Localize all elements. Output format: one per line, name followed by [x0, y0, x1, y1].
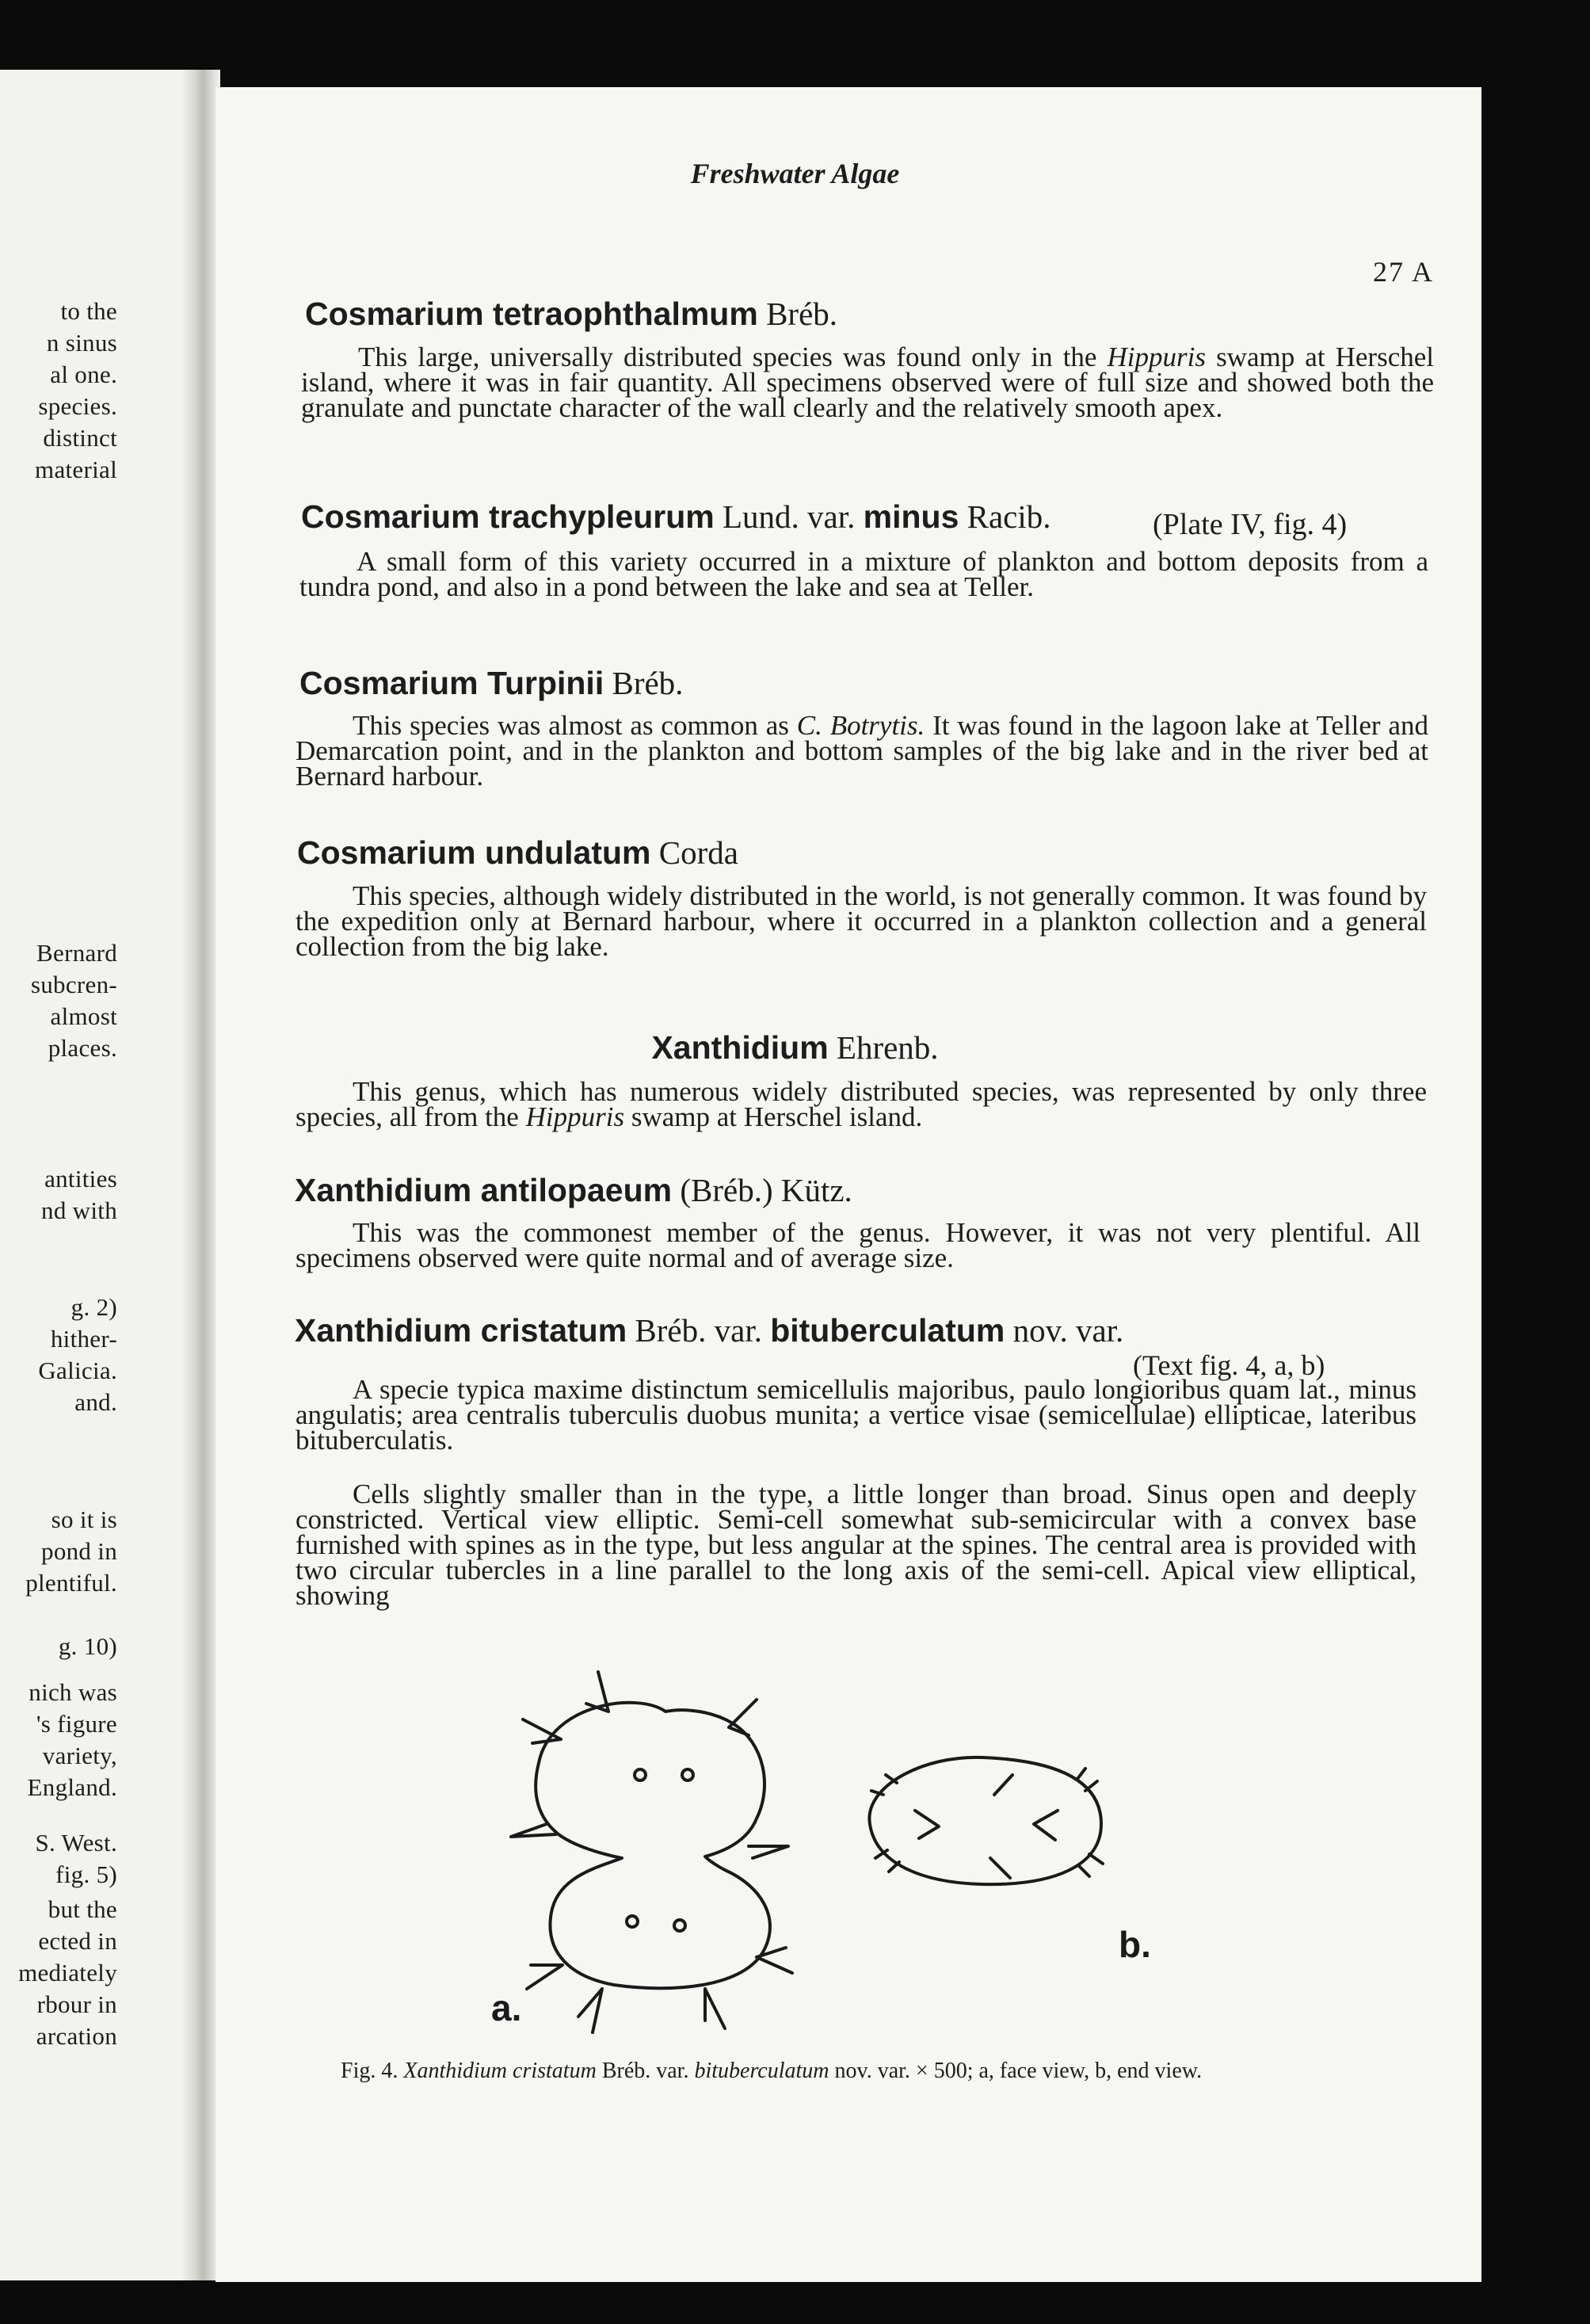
left-page-line: so it is [51, 1505, 117, 1533]
page-number: 27 A [1373, 256, 1435, 288]
left-page-line: Galicia. [38, 1357, 117, 1384]
left-page-line: Bernard [36, 939, 117, 967]
left-page-line: plentiful. [25, 1569, 117, 1597]
paragraph-undulatum: This species, although widely distributed in the world, is not generally common. It was found by the expedition only at Bernard harbour, where it occurred in a plankton collection and a general collection from the big lake. [296, 880, 1427, 962]
left-page-line: g. 10) [58, 1632, 117, 1660]
figure-caption: Fig. 4. Xanthidium cristatum Bréb. var. bituberculatum nov. var. × 500; a, face view, b, end view. [341, 2059, 1203, 2083]
text-figure-reference: (Text fig. 4, a, b) [1133, 1349, 1325, 1381]
left-page-line: almost [50, 1002, 117, 1030]
left-page-line: antities [44, 1165, 117, 1193]
plate-reference: (Plate IV, fig. 4) [1153, 508, 1348, 541]
left-page-line: arcation [36, 2022, 117, 2050]
face-view-drawing [511, 1672, 792, 2032]
left-page-line: S. West. [35, 1829, 117, 1857]
left-page-line: mediately [18, 1959, 117, 1986]
paragraph-turpinii: This species was almost as common as C. Botrytis. It was found in the lagoon lake at Teller and Demarcation point, and in the plankton and bottom samples of the big lake and in the river bed at Bernard harbour. [296, 710, 1428, 792]
left-page-line: pond in [41, 1537, 117, 1565]
left-page-line: material [35, 456, 117, 483]
left-page-line: but the [48, 1895, 117, 1923]
left-page-line: subcren- [30, 971, 117, 998]
book-gutter [182, 70, 220, 2280]
left-page-line: ected in [38, 1927, 117, 1955]
heading-xanthidium-genus: Xanthidium Ehrenb. [651, 1029, 939, 1066]
left-page-line: nd with [41, 1196, 117, 1224]
left-page-line: n sinus [46, 329, 117, 357]
heading-turpinii: Cosmarium Turpinii Bréb. [299, 665, 684, 701]
english-description: Cells slightly smaller than in the type, a little longer than broad. Sinus open and deeply constricted. Vertical view elliptic. Semi-cell somewhat sub-semicircular with a convex base furnished with spines as in the type, but less angular at the spines. The central area is provided with two circular tubercles in a line parallel to the long axis of the semi-cell. Apical view elliptical, showing [296, 1479, 1417, 1611]
end-view-drawing [869, 1757, 1103, 1884]
left-page-line: nich was [29, 1678, 117, 1706]
paragraph-tetraophthalmum: This large, universally distributed species was found only in the Hippuris swamp at Herschel island, where it was in fair quantity. All specimens observed were of full size and showed both the granulate and punctate character of the wall clearly and the relatively smooth apex. [301, 342, 1434, 423]
figure-label-a: a. [491, 1987, 522, 2028]
left-page-line: rbour in [36, 1990, 117, 2018]
left-page-line: fig. 5) [55, 1860, 117, 1888]
heading-antilopaeum: Xanthidium antilopaeum (Bréb.) Kütz. [295, 1172, 852, 1208]
paragraph-xanthidium-genus: This genus, which has numerous widely distributed species, was represented by only three species, all from the Hippuris swamp at Herschel island. [296, 1076, 1427, 1132]
left-page-line: variety, [42, 1742, 117, 1769]
left-page-line: al one. [50, 361, 117, 388]
left-page-line: 's figure [36, 1710, 117, 1738]
heading-undulatum: Cosmarium undulatum Corda [297, 834, 738, 871]
figure-4-drawings [475, 1656, 1442, 2068]
left-page-line: England. [27, 1773, 117, 1801]
left-page-line: and. [74, 1388, 117, 1416]
left-page-line: hither- [50, 1325, 117, 1353]
latin-diagnosis: A specie typica maxime distinctum semicellulis majoribus, paulo longioribus quam lat., minus angulatis; area centralis tuberculis duobus munita; a vertice visae (semicellulae) ellipticae, lateribus bituberculatis. [296, 1374, 1417, 1456]
left-page-line: distinct [43, 424, 117, 452]
paragraph-antilopaeum: This was the commonest member of the genus. However, it was not very plentiful. All specimens observed were quite normal and of average size. [296, 1217, 1420, 1273]
heading-tetraophthalmum: Cosmarium tetraophthalmum Bréb. [305, 296, 838, 332]
figure-label-b: b. [1119, 1924, 1151, 1965]
heading-cristatum: Xanthidium cristatum Bréb. var. bituberculatum nov. var. [295, 1312, 1124, 1349]
left-page-line: g. 2) [71, 1293, 117, 1321]
left-page-line: to the [60, 297, 117, 325]
paragraph-trachypleurum: A small form of this variety occurred in a mixture of plankton and bottom deposits from a tundra pond, and also in a pond between the lake and sea at Teller. [299, 546, 1428, 602]
left-page-line: species. [38, 392, 117, 420]
left-page-line: places. [48, 1034, 117, 1062]
heading-trachypleurum: Cosmarium trachypleurum Lund. var. minus Racib. [301, 498, 1051, 535]
running-title: Freshwater Algae [690, 158, 900, 189]
